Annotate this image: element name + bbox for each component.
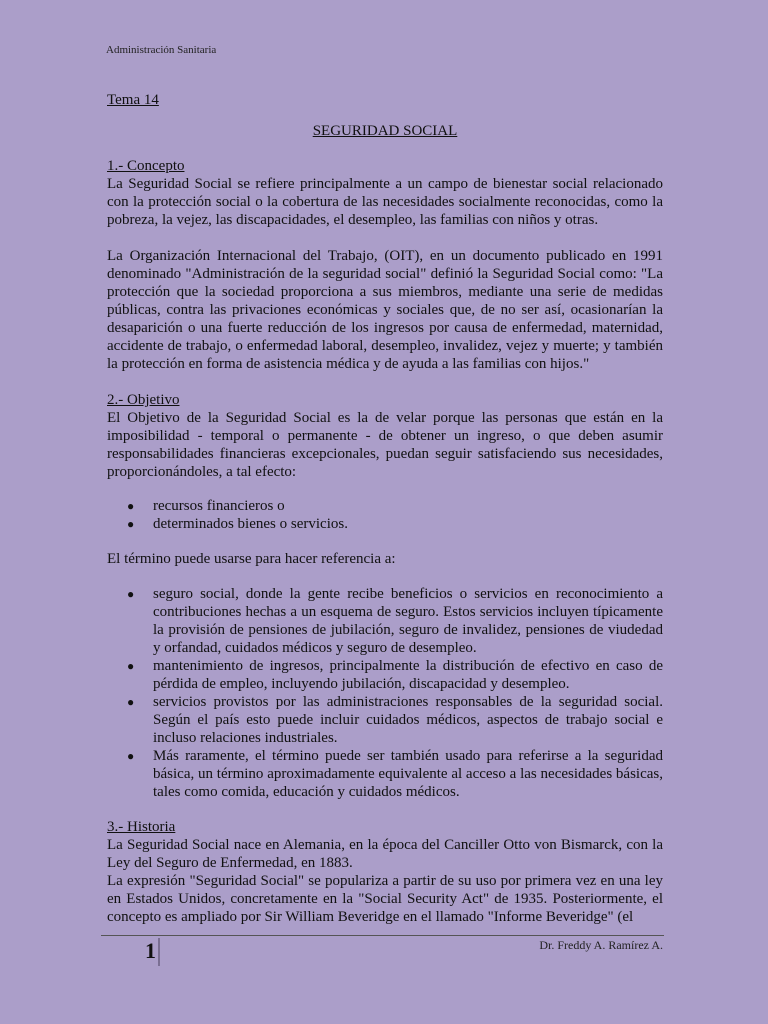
list-item [107, 693, 663, 747]
objective-list-2 [107, 585, 663, 801]
bullet-icon: ● [127, 499, 135, 513]
history-paragraph-1: La Seguridad Social nace en Alemania, en la época del Canciller Otto von Bismarck, con la Ley del Seguro de Enfermedad, en 1883. [107, 837, 663, 871]
objective-list-1 [107, 497, 663, 533]
list-item [107, 497, 663, 515]
topic-label: Tema 14 [107, 92, 159, 108]
bullet-icon: ● [127, 587, 135, 601]
section-heading-concept: 1.- Concepto [107, 158, 185, 174]
section-heading-history: 3.- Historia [107, 819, 176, 835]
page-number: 1 [145, 938, 156, 963]
list-item [107, 585, 663, 657]
list-item-text: determinados bienes o servicios. [153, 516, 348, 532]
bullet-icon: ● [127, 517, 135, 531]
running-header: Administración Sanitaria [106, 44, 217, 56]
list-item [107, 515, 663, 533]
history-paragraph-2: La expresión "Seguridad Social" se populariza a partir de su uso por primera vez en una ley en Estados Unidos, concretamente en la "Social Security Act" de 1935. Posteriormente, el concepto es ampliado por Sir William Beveridge en el llamado "Informe Beveridge" (el [107, 873, 663, 925]
document-body [107, 91, 663, 926]
list-item-text: Más raramente, el término puede ser también usado para referirse a la seguridad básica, un término aproximadamente equivalente al acceso a las necesidades básicas, tales como comida, educación y cuidados médicos. [153, 748, 663, 800]
footer-divider [101, 935, 664, 936]
document-title: SEGURIDAD SOCIAL [312, 123, 458, 139]
concept-paragraph-1: La Seguridad Social se refiere principalmente a un campo de bienestar social relacionado con la protección social o la cobertura de las necesidades socialmente reconocidas, como la pobreza, la vejez, las discapacidades, el desempleo, las familias con niños y otras. [107, 176, 663, 228]
list-item [107, 747, 663, 801]
list-item-text: seguro social, donde la gente recibe beneficios o servicios en reconocimiento a contribuciones hechas a un esquema de seguro. Estos servicios incluyen típicamente la provisión de pensiones de jubilación, seguro de invalidez, pensiones de viudedad y orfandad, cuidados médicos y seguro de desempleo. [153, 586, 663, 656]
list-item-text: servicios provistos por las administraciones responsables de la seguridad social. Según el país esto puede incluir cuidados médicos, aspectos de trabajo social e incluso relaciones industriales. [153, 694, 663, 746]
concept-paragraph-2: La Organización Internacional del Trabajo, (OIT), en un documento publicado en 1991 denominado "Administración de la seguridad social" definió la Seguridad Social como: "La protección que la sociedad proporciona a sus miembros, mediante una serie de medidas públicas, contra las privaciones económicas y sociales que, de no ser así, ocasionarían la desaparición o una fuerte reducción de los ingresos por causa de enfermedad, maternidad, accidente de trabajo, o enfermedad laboral, desempleo, invalidez, vejez y muerte; y también la protección en forma de asistencia médica y de ayuda a las familias con hijos." [107, 248, 663, 372]
objective-paragraph-1: El Objetivo de la Seguridad Social es la de velar porque las personas que están en la imposibilidad - temporal o permanente - de obtener un ingreso, o que deben asumir responsabilidades financieras excepcionales, puedan seguir satisfaciendo sus necesidades, proporcionándoles, a tal efecto: [107, 410, 663, 480]
list-item [107, 657, 663, 693]
list-item-text: recursos financieros o [153, 498, 285, 514]
bullet-icon: ● [127, 695, 135, 709]
list-item-text: mantenimiento de ingresos, principalmente la distribución de efectivo en caso de pérdida de empleo, incluyendo jubilación, discapacidad y desempleo. [153, 658, 663, 692]
footer-author: Dr. Freddy A. Ramírez A. [539, 938, 663, 952]
section-heading-objective: 2.- Objetivo [107, 392, 180, 408]
objective-paragraph-2: El término puede usarse para hacer referencia a: [107, 551, 396, 567]
page-number-bar [158, 938, 160, 966]
bullet-icon: ● [127, 749, 135, 763]
bullet-icon: ● [127, 659, 135, 673]
